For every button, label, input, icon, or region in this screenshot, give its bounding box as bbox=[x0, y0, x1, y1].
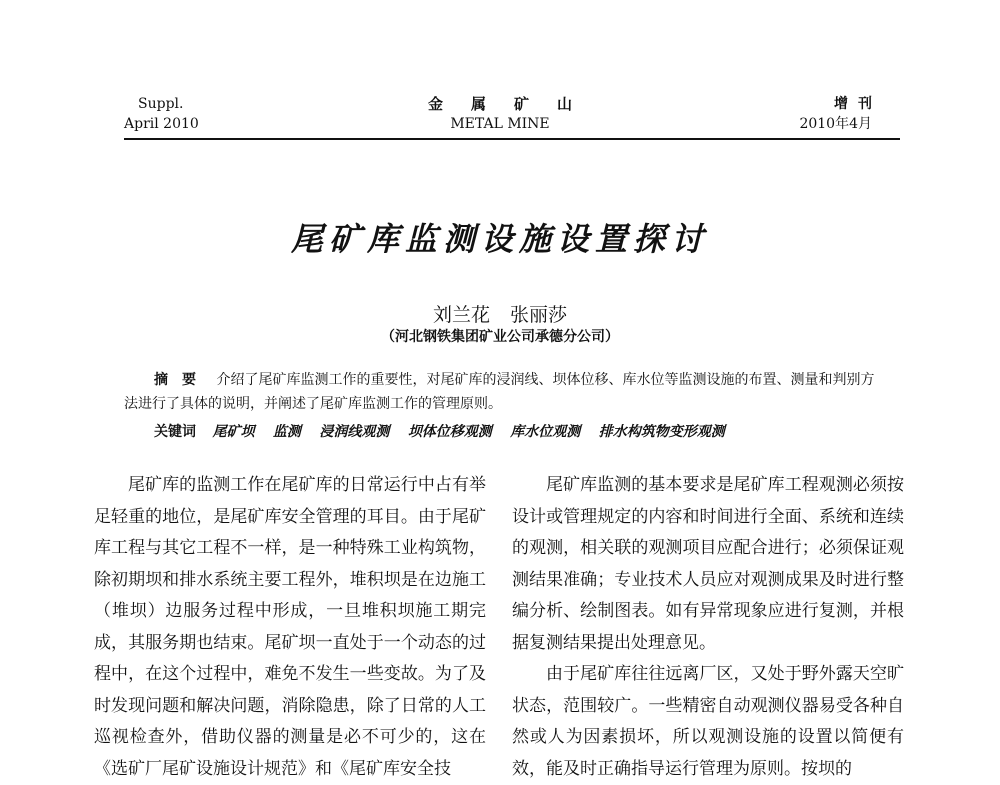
keyword: 浸润线观测 bbox=[319, 424, 390, 440]
abstract-text: 介绍了尾矿库监测工作的重要性，对尾矿库的浸润线、坝体位移、库水位等监测设施的布置、测量和判别方法进行了具体的说明，并阐述了尾矿库监测工作的管理原则。 bbox=[124, 372, 875, 412]
header-right bbox=[799, 94, 882, 134]
keyword: 库水位观测 bbox=[510, 424, 581, 440]
header-left bbox=[124, 94, 199, 134]
body-paragraph: 尾矿库的监测工作在尾矿库的日常运行中占有举足轻重的地位，是尾矿库安全管理的耳目。由于尾矿库工程与其它工程不一样，是一种特殊工业构筑物，除初期坝和排水系统主要工程外，堆积坝是在边施工（堆坝）边服务过程中形成，一旦堆积坝施工期完成，其服务期也结束。尾矿坝一直处于一个动态的过程中，在这个过程中，难免不发生一些变故。为了及时发现问题和解决问题，消除隐患，除了日常的人工巡视检查外，借助仪器的测量是必不可少的，这在《选矿厂尾矿设施设计规范》和《尾矿库安全技 bbox=[94, 475, 486, 779]
body-paragraph: 由于尾矿库往往远离厂区，又处于野外露天空旷状态，范围较广。一些精密自动观测仪器易受各种自然或人为因素损坏，所以观测设施的设置以简便有效，能及时正确指导运行管理为原则。按坝的 bbox=[512, 664, 904, 779]
keyword: 尾矿坝 bbox=[212, 424, 255, 440]
header-center bbox=[380, 94, 620, 134]
body-column-right bbox=[512, 470, 904, 785]
header-date-en: April 2010 bbox=[124, 116, 199, 132]
keyword: 坝体位移观测 bbox=[407, 424, 492, 440]
article-title: 尾矿库监测设施设置探讨 bbox=[290, 220, 709, 258]
keyword: 排水构筑物变形观测 bbox=[598, 424, 725, 440]
abstract bbox=[124, 368, 884, 416]
body-column-left bbox=[94, 470, 486, 785]
header-rule bbox=[124, 138, 900, 140]
keywords-label: 关键词 bbox=[154, 424, 196, 440]
journal-name-cn: 金属矿山 bbox=[427, 95, 600, 113]
header-date-cn: 2010年4月 bbox=[799, 116, 872, 132]
journal-name-en: METAL MINE bbox=[450, 116, 550, 132]
keyword: 监测 bbox=[272, 424, 301, 440]
body-paragraph: 尾矿库监测的基本要求是尾矿库工程观测必须按设计或管理规定的内容和时间进行全面、系统和连续的观测，相关联的观测项目应配合进行；必须保证观测结果准确；专业技术人员应对观测成果及时进行整编分析、绘制图表。如有异常现象应进行复测，并根据复测结果提出处理意见。 bbox=[512, 475, 904, 653]
abstract-label: 摘要 bbox=[154, 372, 210, 388]
header-suppl: Suppl. bbox=[138, 96, 184, 112]
header-supplement-cn: 增刊 bbox=[834, 96, 882, 112]
article-authors: 刘兰花 张丽莎 bbox=[432, 304, 568, 326]
article-affiliation: （河北钢铁集团矿业公司承德分公司） bbox=[381, 329, 619, 345]
keywords bbox=[154, 420, 914, 444]
